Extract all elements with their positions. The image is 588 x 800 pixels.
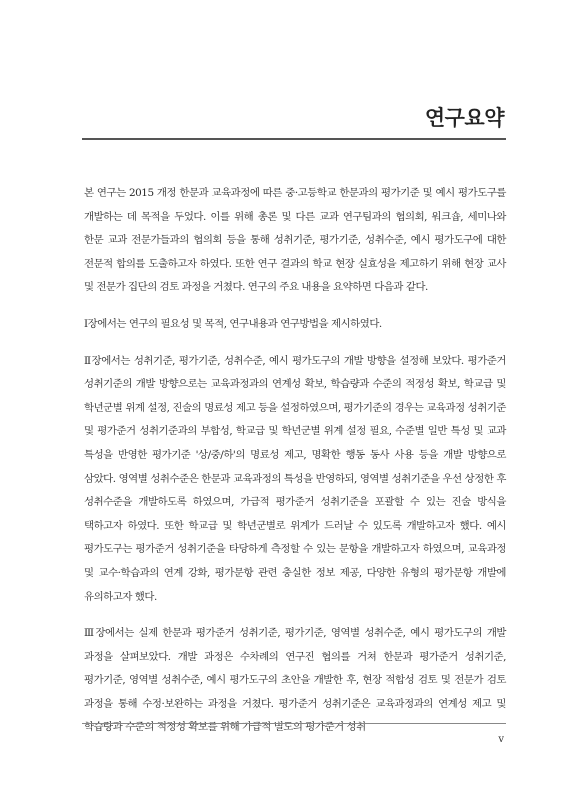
paragraph-chapter-3: Ⅲ장에서는 실제 한문과 평가준거 성취기준, 평가기준, 영역별 성취수준, 예시 평가도구의 개발 과정을 살펴보았다. 개발 과정은 수차례의 연구진 협의를 거쳐 한문과 평가준거 성취기준, 평가기준, 영역별 성취수준, 예시 평가도구의 초안을 개발한 후, 현장 적합성 검토 및 전문가 검토 과정을 통해 수정·보완하는 과정을 거쳤다. 평가준거 성취기준은 교육과정과의 연계성 제고 및 학습량과 수준의 적정성 확보를 위해 가급적 별도의 평가준거 성취 xyxy=(84,627,506,734)
title-bar xyxy=(82,96,506,140)
paragraph-chapter-2: Ⅱ장에서는 성취기준, 평가기준, 성취수준, 예시 평가도구의 개발 방향을 설정해 보았다. 평가준거 성취기준의 개발 방향으로는 교육과정과의 연계성 확보, 학습량과 수준의 적정성 확보, 학교급 및 학년군별 위계 설정, 진술의 명료성 제고 등을 설정하였으며, 평가기준의 경우는 교육과정 성취기준 및 평가준거 성취기준과의 부합성, 학교급 및 학년군별 위계 설정 필요, 수준별 일반 특성 및 교과 특성을 반영한 평가기준 '상/중/하'의 명료성 제고, 명확한 행동 동사 사용 등을 개발 방향으로 삼았다. 영역별 성취수준은 한문과 교육과정의 특성을 반영하되, 영역별 성취기준을 우선 상정한 후 성취수준을 개발하도록 하였으며, 가급적 평가준거 성취기준을 포괄할 수 있는 진술 방식을 택하고자 하였다. 또한 학교급 및 학년군별로 위계가 드러날 수 있도록 개발하고자 했다. 예시 평가도구는 평가준거 성취기준을 타당하게 측정할 수 있는 문항을 개발하고자 하였으며, 교육과정 및 교수·학습과의 연계 강화, 평가문항 관련 충실한 정보 제공, 다양한 유형의 평가문항 개발에 유의하고자 했다. xyxy=(84,354,506,603)
footer-divider xyxy=(82,723,506,724)
page-title: 연구요약 xyxy=(424,106,504,130)
paragraph-intro: 본 연구는 2015 개정 한문과 교육과정에 따른 중·고등학교 한문과의 평가기준 및 예시 평가도구를 개발하는 데 목적을 두었다. 이를 위해 총론 및 다른 교과 연구팀과의 협의회, 워크숍, 세미나와 한문 교과 전문가들과의 협의회 등을 통해 성취기준, 평가기준, 성취수준, 예시 평가도구에 대한 전문적 합의를 도출하고자 하였다. 또한 연구 결과의 학교 현장 실효성을 제고하기 위해 현장 교사 및 전문가 집단의 검토 과정을 거쳤다. 연구의 주요 내용을 요약하면 다음과 같다. xyxy=(84,187,506,294)
page-number: v xyxy=(498,734,504,745)
summary-body xyxy=(84,182,506,753)
paragraph-chapter-1: Ⅰ장에서는 연구의 필요성 및 목적, 연구내용과 연구방법을 제시하였다. xyxy=(84,317,382,330)
